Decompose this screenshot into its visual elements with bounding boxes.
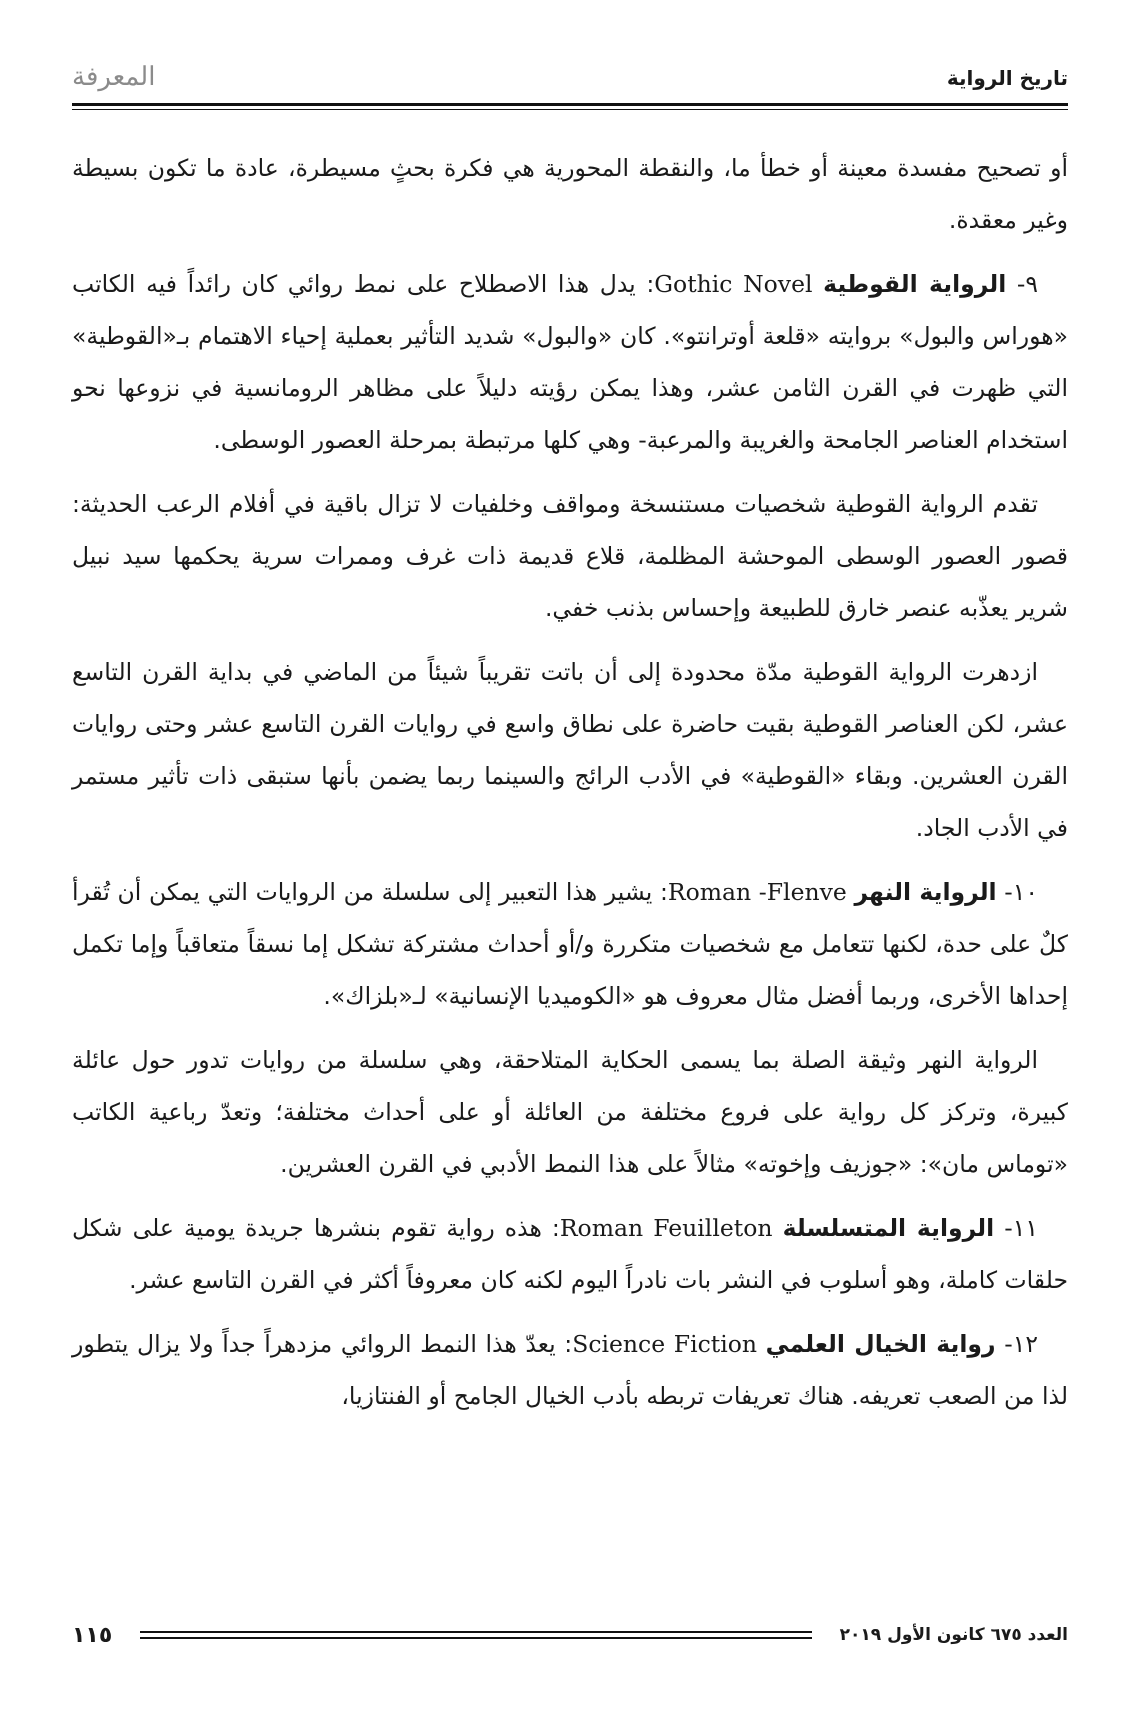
term-heading: رواية الخيال العلمي [765, 1330, 996, 1358]
section-title: تاريخ الرواية [946, 66, 1068, 90]
item-number: ١٠- [1004, 878, 1038, 906]
item-number: ٩- [1016, 270, 1038, 298]
paragraph: الرواية النهر وثيقة الصلة بما يسمى الحكاية المتلاحقة، وهي سلسلة من روايات تدور حول عائلة كبيرة، وتركز كل رواية على فروع مختلفة من العائلة أو على أحداث مختلفة؛ وتعدّ رباعية الكاتب «توماس مان»: «جوزيف وإخوته» مثالاً على هذا النمط الأدبي في القرن العشرين. [72, 1046, 1068, 1178]
paragraph-roman-feuilleton [72, 1202, 1068, 1306]
paragraph-gothic-novel [72, 258, 1068, 466]
header-rule [72, 103, 1068, 110]
paragraph: أو تصحيح مفسدة معينة أو خطأ ما، والنقطة المحورية هي فكرة بحثٍ مسيطرة، عادة ما تكون بسيطة وغير معقدة. [72, 154, 1068, 234]
term-latin: Science Fiction [572, 1330, 757, 1358]
paragraph-text: : يشير هذا التعبير إلى سلسلة من الروايات التي يمكن أن تُقرأ كلٌ على حدة، لكنها تتعامل مع شخصيات متكررة و/أو أحداث مشتركة تشكل إما نسقاً متعاقباً وإما تكمل إحداها الأخرى، وربما أفضل مثال معروف هو «الكوميديا الإنسانية» لـ«بلزاك». [72, 878, 1068, 1010]
term-heading: الرواية القوطية [823, 270, 1007, 298]
paragraph: ازدهرت الرواية القوطية مدّة محدودة إلى أن باتت تقريباً شيئاً من الماضي في بداية القرن التاسع عشر، لكن العناصر القوطية بقيت حاضرة على نطاق واسع في روايات القرن التاسع عشر وحتى روايات القرن العشرين. وبقاء «القوطية» في الأدب الرائج والسينما ربما يضمن بأنها ستبقى ذات تأثير مستمر في الأدب الجاد. [72, 658, 1068, 842]
term-heading: الرواية النهر [854, 878, 997, 906]
page-header [72, 48, 1068, 96]
article-body [72, 142, 1068, 1434]
page-number: ١١٥ [72, 1622, 113, 1648]
magazine-logo: المعرفة [72, 62, 156, 92]
paragraph-science-fiction [72, 1318, 1068, 1422]
page-footer [72, 1615, 1068, 1655]
item-number: ١٢- [1004, 1330, 1038, 1358]
paragraph-text: : يعدّ هذا النمط الروائي مزدهراً جداً ولا يزال يتطور لذا من الصعب تعريفه. هناك تعريفات تربطه بأدب الخيال الجامح أو الفنتازيا، [72, 1330, 1068, 1410]
issue-info: العدد ٦٧٥ كانون الأول ٢٠١٩ [839, 1625, 1068, 1645]
term-latin: Gothic Novel [654, 270, 813, 298]
footer-rule [140, 1631, 811, 1639]
paragraph-text: : يدل هذا الاصطلاح على نمط روائي كان رائداً فيه الكاتب «هوراس والبول» بروايته «قلعة أوترانتو». كان «والبول» شديد التأثير بعملية إحياء الاهتمام بـ«القوطية» التي ظهرت في القرن الثامن عشر، وهذا يمكن رؤيته دليلاً على مظاهر الرومانسية في نزوعها نحو استخدام العناصر الجامحة والغريبة والمرعبة- وهي كلها مرتبطة بمرحلة العصور الوسطى. [72, 270, 1068, 454]
paragraph: تقدم الرواية القوطية شخصيات مستنسخة ومواقف وخلفيات لا تزال باقية في أفلام الرعب الحديثة: قصور العصور الوسطى الموحشة المظلمة، قلاع قديمة ذات غرف وممرات سرية يحكمها سيد نبيل شرير يعذّبه عنصر خارق للطبيعة وإحساس بذنب خفي. [72, 490, 1068, 622]
term-heading: الرواية المتسلسلة [782, 1214, 995, 1242]
paragraph-roman-fleuve [72, 866, 1068, 1022]
term-latin: Roman -Flenve [667, 878, 847, 906]
item-number: ١١- [1004, 1214, 1038, 1242]
term-latin: Roman Feuilleton [559, 1214, 773, 1242]
paragraph-text: : هذه رواية تقوم بنشرها جريدة يومية على شكل حلقات كاملة، وهو أسلوب في النشر بات نادراً اليوم لكنه كان معروفاً أكثر في القرن التاسع عشر. [72, 1214, 1068, 1294]
